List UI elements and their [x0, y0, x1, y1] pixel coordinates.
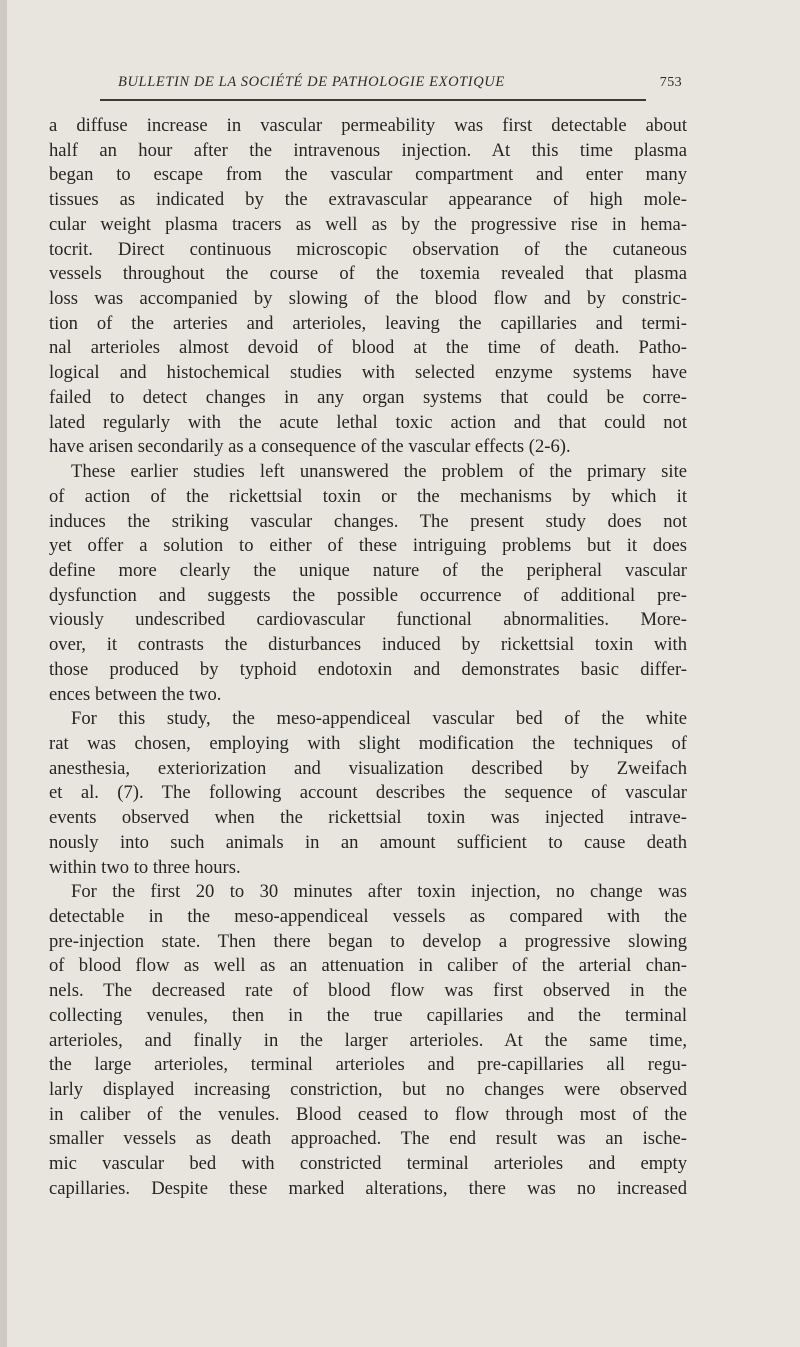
text-line: cular weight plasma tracers as well as by the progressive rise in hema-: [49, 213, 687, 235]
header-rule: [100, 99, 646, 101]
body-text: [49, 114, 687, 1202]
page-number: 753: [659, 75, 682, 90]
text-line: smaller vessels as death approached. The end result was an ische-: [49, 1128, 687, 1150]
text-line: of action of the rickettsial toxin or the mechanisms by which it: [49, 485, 687, 507]
text-line: mic vascular bed with constricted terminal arterioles and empty: [49, 1153, 687, 1175]
text-line: events observed when the rickettsial toxin was injected intrave-: [49, 807, 687, 829]
text-line: capillaries. Despite these marked alterations, there was no increased: [49, 1177, 687, 1199]
paragraph-3: [49, 707, 687, 880]
text-line: arterioles, and finally in the larger arterioles. At the same time,: [49, 1029, 687, 1051]
paragraph-2: [49, 460, 687, 707]
text-line: tion of the arteries and arterioles, leaving the capillaries and termi-: [49, 312, 687, 334]
text-line: ences between the two.: [49, 683, 222, 705]
text-line: tocrit. Direct continuous microscopic observation of the cutaneous: [49, 238, 687, 260]
text-line: larly displayed increasing constriction, but no changes were observed: [49, 1079, 687, 1101]
text-line: dysfunction and suggests the possible occurrence of additional pre-: [49, 584, 687, 606]
text-line: These earlier studies left unanswered the problem of the primary site: [71, 461, 687, 483]
text-line: of blood flow as well as an attenuation in caliber of the arterial chan-: [49, 955, 687, 977]
paragraph-4: [49, 880, 687, 1201]
text-line: those produced by typhoid endotoxin and demonstrates basic differ-: [49, 658, 687, 680]
text-line: define more clearly the unique nature of the peripheral vascular: [49, 559, 687, 581]
text-line: viously undescribed cardiovascular functional abnormalities. More-: [49, 609, 687, 631]
text-line: logical and histochemical studies with selected enzyme systems have: [49, 362, 687, 384]
text-line: failed to detect changes in any organ systems that could be corre-: [49, 386, 687, 408]
text-line: et al. (7). The following account describes the sequence of vascular: [49, 782, 687, 804]
text-line: nels. The decreased rate of blood flow was first observed in the: [49, 980, 687, 1002]
text-line: in caliber of the venules. Blood ceased to flow through most of the: [49, 1103, 687, 1125]
text-line: half an hour after the intravenous injection. At this time plasma: [49, 139, 687, 161]
text-line: rat was chosen, employing with slight modification the techniques of: [49, 732, 687, 754]
text-line: For the first 20 to 30 minutes after toxin injection, no change was: [71, 881, 687, 903]
text-line: induces the striking vascular changes. The present study does not: [49, 510, 687, 532]
text-line: within two to three hours.: [49, 856, 241, 878]
running-title: BULLETIN DE LA SOCIÉTÉ DE PATHOLOGIE EXOTIQUE: [118, 74, 505, 90]
paragraph-1: [49, 114, 687, 460]
text-line: pre-injection state. Then there began to develop a progressive slowing: [49, 930, 687, 952]
text-line: nal arterioles almost devoid of blood at the time of death. Patho-: [49, 337, 687, 359]
text-line: vessels throughout the course of the toxemia revealed that plasma: [49, 263, 687, 285]
page-edge-shadow: [0, 0, 7, 1347]
text-line: yet offer a solution to either of these intriguing problems but it does: [49, 535, 687, 557]
text-line: collecting venules, then in the true capillaries and the terminal: [49, 1004, 687, 1026]
text-line: have arisen secondarily as a consequence of the vascular effects (2-6).: [49, 436, 571, 458]
text-line: detectable in the meso-appendiceal vessels as compared with the: [49, 906, 687, 927]
text-line: loss was accompanied by slowing of the blood flow and by constric-: [49, 288, 687, 310]
text-line: began to escape from the vascular compartment and enter many: [49, 164, 687, 186]
text-line: over, it contrasts the disturbances induced by rickettsial toxin with: [49, 634, 687, 656]
text-line: anesthesia, exteriorization and visualization described by Zweifach: [49, 757, 687, 779]
text-line: the large arterioles, terminal arterioles and pre-capillaries all regu-: [49, 1054, 687, 1076]
text-line: tissues as indicated by the extravascular appearance of high mole-: [49, 189, 687, 211]
text-line: nously into such animals in an amount sufficient to cause death: [49, 831, 687, 853]
text-line: a diffuse increase in vascular permeability was first detectable about: [49, 115, 687, 136]
text-line: lated regularly with the acute lethal toxic action and that could not: [49, 411, 687, 433]
text-line: For this study, the meso-appendiceal vascular bed of the white: [71, 708, 687, 730]
